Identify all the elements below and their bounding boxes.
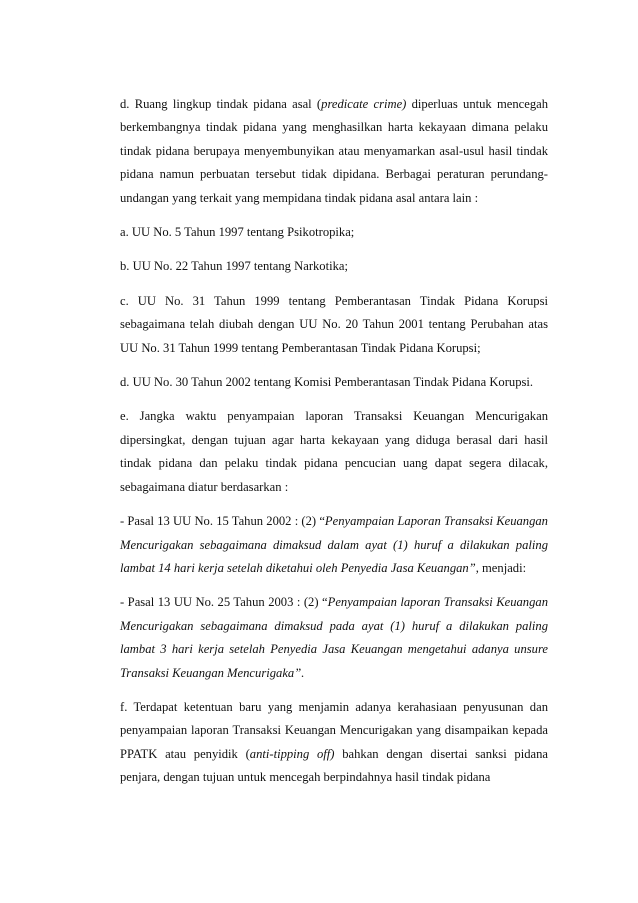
text-run: d. UU No. 30 Tahun 2002 tentang Komisi Pemberantasan Tindak Pidana Korupsi. [120, 375, 534, 390]
paragraph-d-scope [120, 93, 548, 210]
paragraph-c-korupsi [120, 290, 548, 360]
text-run-italic: Penyampaian laporan Transaksi Keuangan Mencurigakan sebagaimana dimaksud pada ayat (1) huruf a dilakukan paling lambat 3 hari kerja setelah Penyedia Jasa Keuangan mengetahui adanya unsure Transaksi Keuangan Mencurigaka”. [120, 595, 548, 680]
text-run: f. Terdapat ketentuan baru yang menjamin adanya kerahasiaan penyusunan dan penyampaian laporan Transaksi Keuangan Mencurigakan yang disampaikan kepada PPATK atau penyidik ( [120, 699, 548, 761]
document-page [120, 93, 548, 801]
text-run: diperluas untuk mencegah berkembangnya tindak pidana yang menghasilkan harta kekayaan dimana pelaku tindak pidana berupaya menyembunyikan atau menyamarkan asal-usul hasil tindak pidana namun perbuatan tersebut tidak dipidana. Berbagai peraturan perundang-undangan yang terkait yang mempidana tindak pidana asal antara lain : [120, 97, 549, 205]
paragraph-b-narkotika [120, 255, 548, 278]
text-run: c. UU No. 31 Tahun 1999 tentang Pemberantasan Tindak Pidana Korupsi sebagaimana telah diubah dengan UU No. 20 Tahun 2001 tentang Perubahan atas UU No. 31 Tahun 1999 tentang Pemberantasan Tindak Pidana Korupsi; [120, 293, 548, 355]
text-run: b. UU No. 22 Tahun 1997 tentang Narkotika; [120, 259, 348, 274]
text-run-italic: predicate crime) [321, 97, 407, 111]
text-run: bahkan dengan disertai sanksi pidana penjara, dengan tujuan untuk mencegah berpindahnya hasil tindak pidana [120, 746, 548, 785]
text-run: - Pasal 13 UU No. 15 Tahun 2002 : (2) “ [120, 514, 325, 529]
paragraph-pasal-13-2002 [120, 510, 548, 580]
text-run: e. Jangka waktu penyampaian laporan Transaksi Keuangan Mencurigakan dipersingkat, dengan tujuan agar harta kekayaan yang diduga berasal dari hasil tindak pidana dan pelaku tindak pidana pencucian uang dapat segera dilacak, sebagaimana diatur berdasarkan : [120, 409, 548, 494]
text-run: a. UU No. 5 Tahun 1997 tentang Psikotropika; [120, 225, 355, 240]
text-run: - Pasal 13 UU No. 25 Tahun 2003 : (2) “ [120, 595, 328, 610]
paragraph-a-psikotropika [120, 221, 548, 244]
paragraph-f-kerahasiaan [120, 696, 548, 790]
text-run: d. Ruang lingkup tindak pidana asal ( [120, 97, 322, 111]
paragraph-e-jangka-waktu [120, 405, 548, 499]
text-run-italic: Penyampaian Laporan Transaksi Keuangan Mencurigakan sebagaimana dimaksud dalam ayat (1) huruf a dilakukan paling lambat 14 hari kerja setelah diketahui oleh Penyedia Jasa Keuangan” [120, 514, 548, 575]
paragraph-d-kpk [120, 371, 548, 394]
text-run: , menjadi: [475, 560, 527, 575]
text-run-italic: anti-tipping off) [249, 746, 335, 761]
paragraph-pasal-13-2003 [120, 591, 548, 685]
